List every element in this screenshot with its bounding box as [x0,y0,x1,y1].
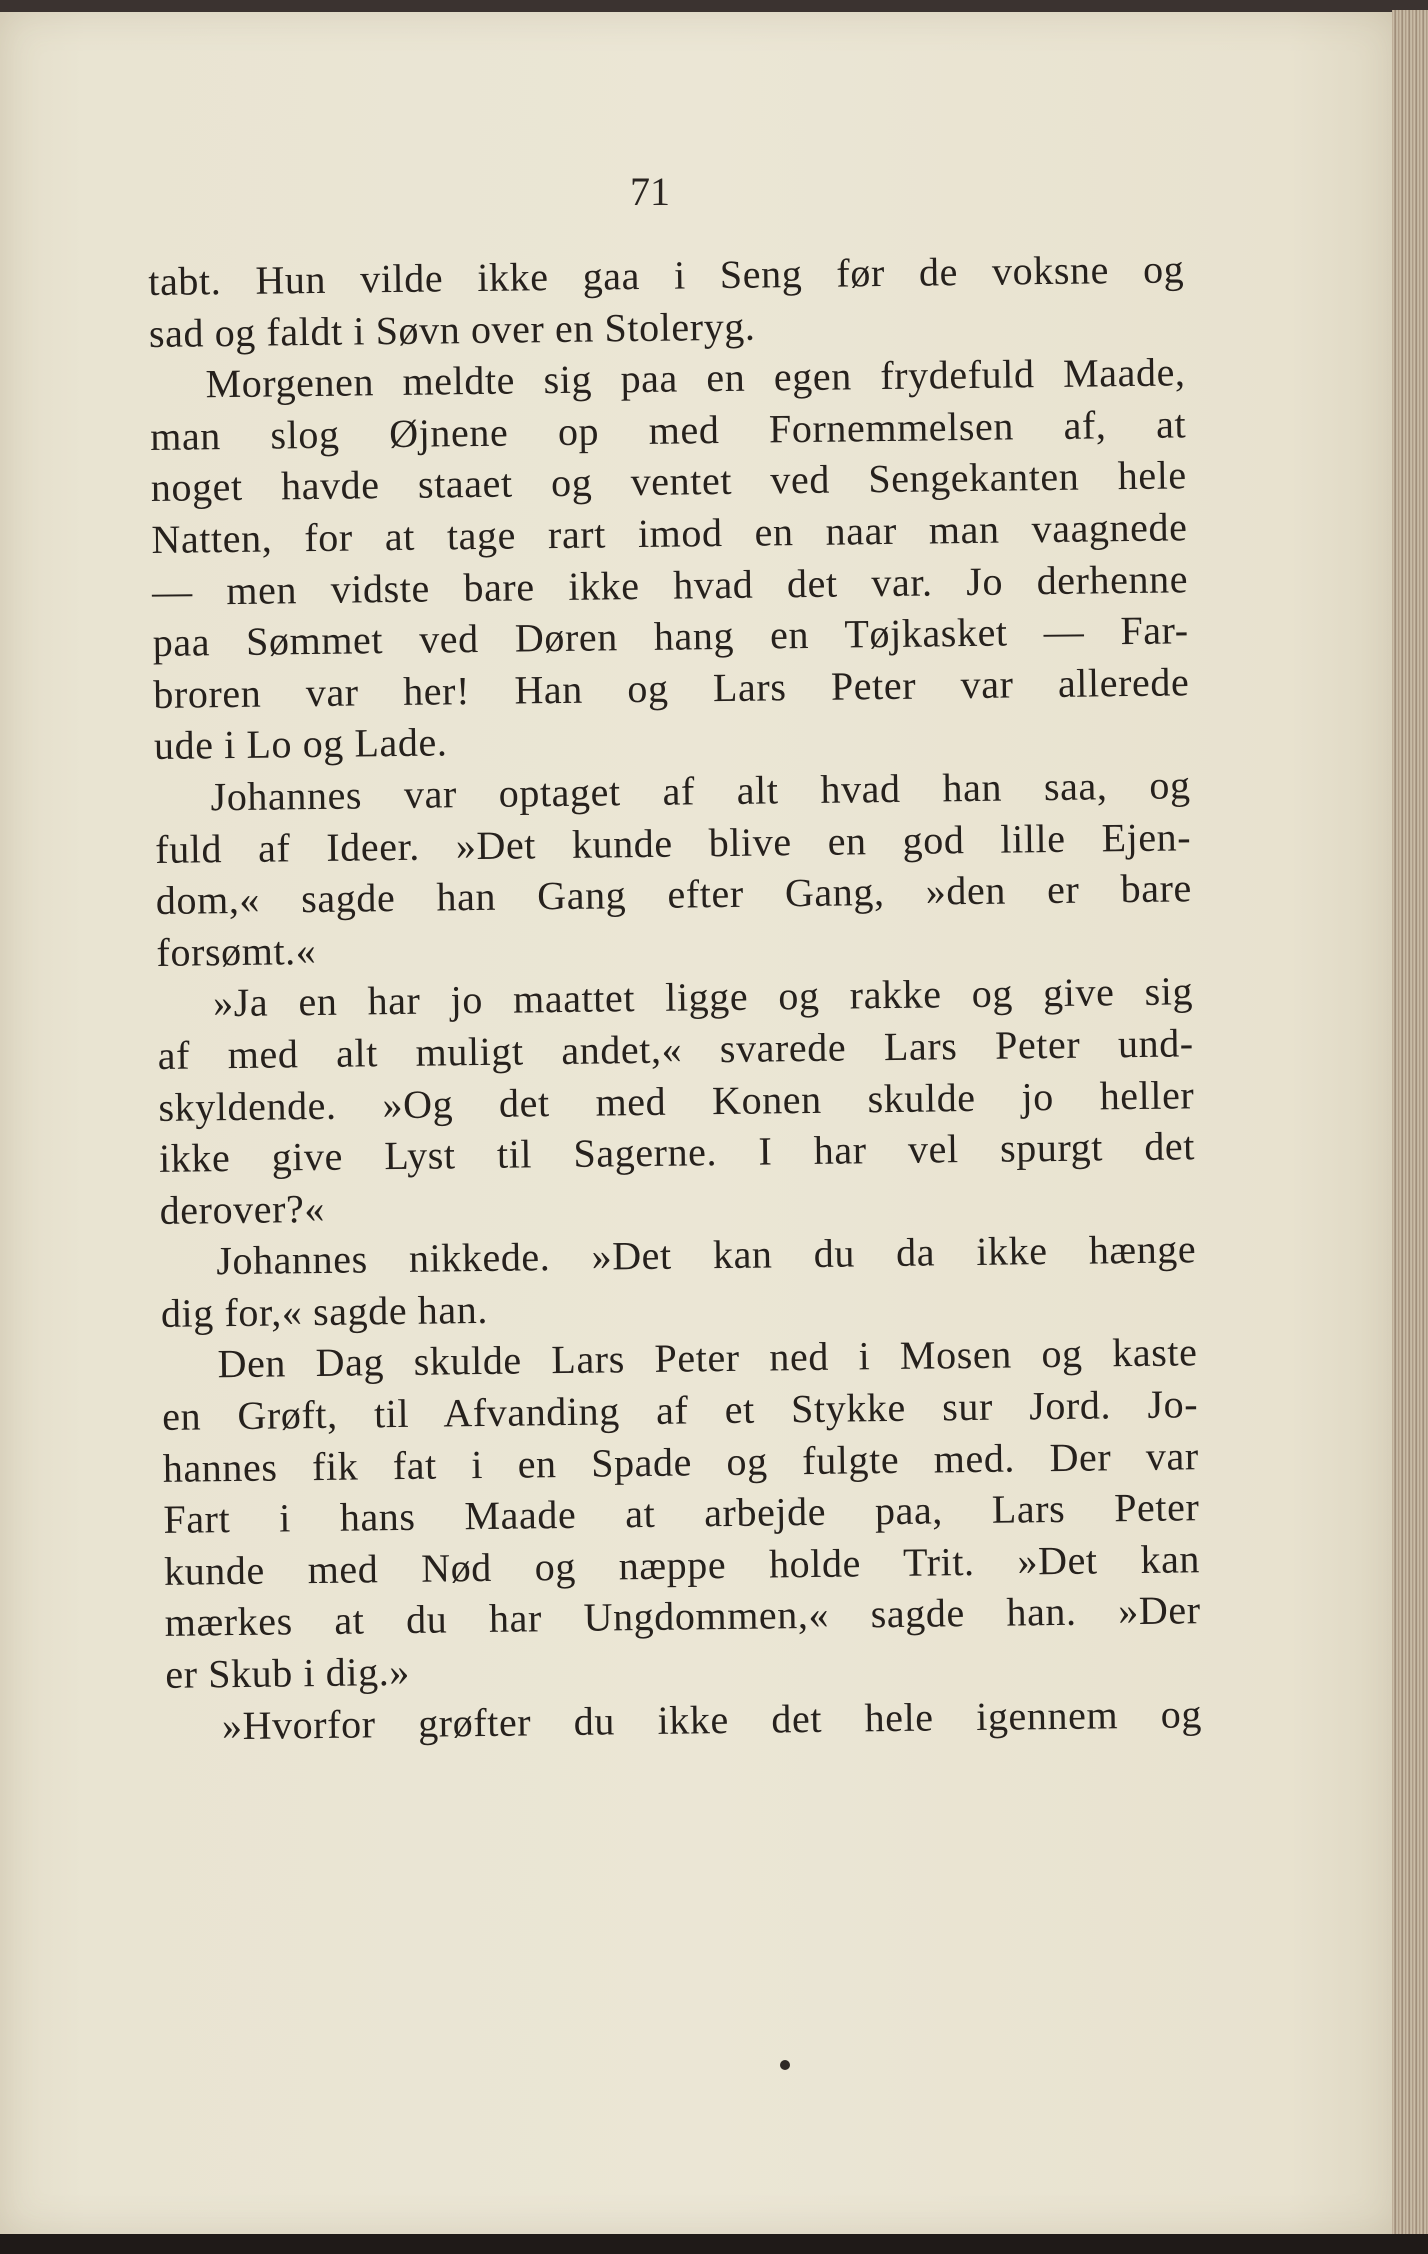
text-line: kunde med Nød og næppe holde Trit. »Det kan [163,1536,1201,1594]
bottom-edge [0,2234,1428,2254]
text-line: dom,« sagde han Gang efter Gang, »den er bare [155,865,1193,924]
page-edges [1392,10,1428,2254]
text-line: noget havde staaet og ventet ved Sengekanten hele [150,452,1188,511]
text-line: er Skub i dig.» [165,1648,411,1697]
text-line: Morgenen meldte sig paa en egen frydefuld Maade, [205,349,1186,407]
text-line: skyldende. »Og det med Konen skulde jo heller [158,1071,1195,1130]
text-line: fuld af Ideer. »Det kunde blive en god lille Ejen- [154,813,1192,872]
text-line: Johannes nikkede. »Det kan du da ikke hænge [216,1226,1197,1284]
text-line: »Ja en har jo maattet ligge og rakke og give sig [212,968,1194,1026]
text-line: ikke give Lyst til Sagerne. I har vel spurgt det [158,1123,1196,1182]
page-number: 71 [630,169,670,214]
text-line: man slog Øjnene op med Fornemmelsen af, at [149,401,1187,459]
text-line: — men vidste bare ikke hvad det var. Jo derhenne [151,555,1189,614]
text-line: »Hvorfor grøfter du ikke det hele igennem og [221,1690,1203,1748]
text-line: hannes fik fat i en Spade og fulgte med. Der var [162,1432,1200,1491]
text-line: ude i Lo og Lade. [153,719,448,769]
text-line: broren var her! Han og Lars Peter var allerede [153,659,1190,717]
top-edge [0,0,1428,12]
text-line: Natten, for at tage rart imod en naar man vaagnede [151,504,1188,562]
text-line: Fart i hans Maade at arbejde paa, Lars Peter [163,1484,1200,1543]
text-line: tabt. Hun vilde ikke gaa i Seng før de voksne og [148,246,1185,304]
text-line: derover?« [159,1185,326,1233]
text-line: en Grøft, til Afvanding af et Stykke sur Jord. Jo- [161,1381,1199,1439]
text-line: Den Dag skulde Lars Peter ned i Mosen og kaste [217,1329,1198,1387]
text-line: Johannes var optaget af alt hvad han saa, og [210,762,1191,820]
text-line: mærkes at du har Ungdommen,« sagde han. »Der [164,1587,1201,1646]
text-line: af med alt muligt andet,« svarede Lars Peter und- [157,1020,1194,1078]
text-line: forsømt.« [156,927,317,975]
body-text [148,243,1202,1752]
ink-speck [780,2060,790,2070]
text-line: paa Sømmet ved Døren hang en Tøjkasket — Far- [152,607,1189,666]
text-line: sad og faldt i Søvn over en Stoleryg. [148,303,756,356]
text-line: dig for,« sagde han. [160,1286,489,1336]
